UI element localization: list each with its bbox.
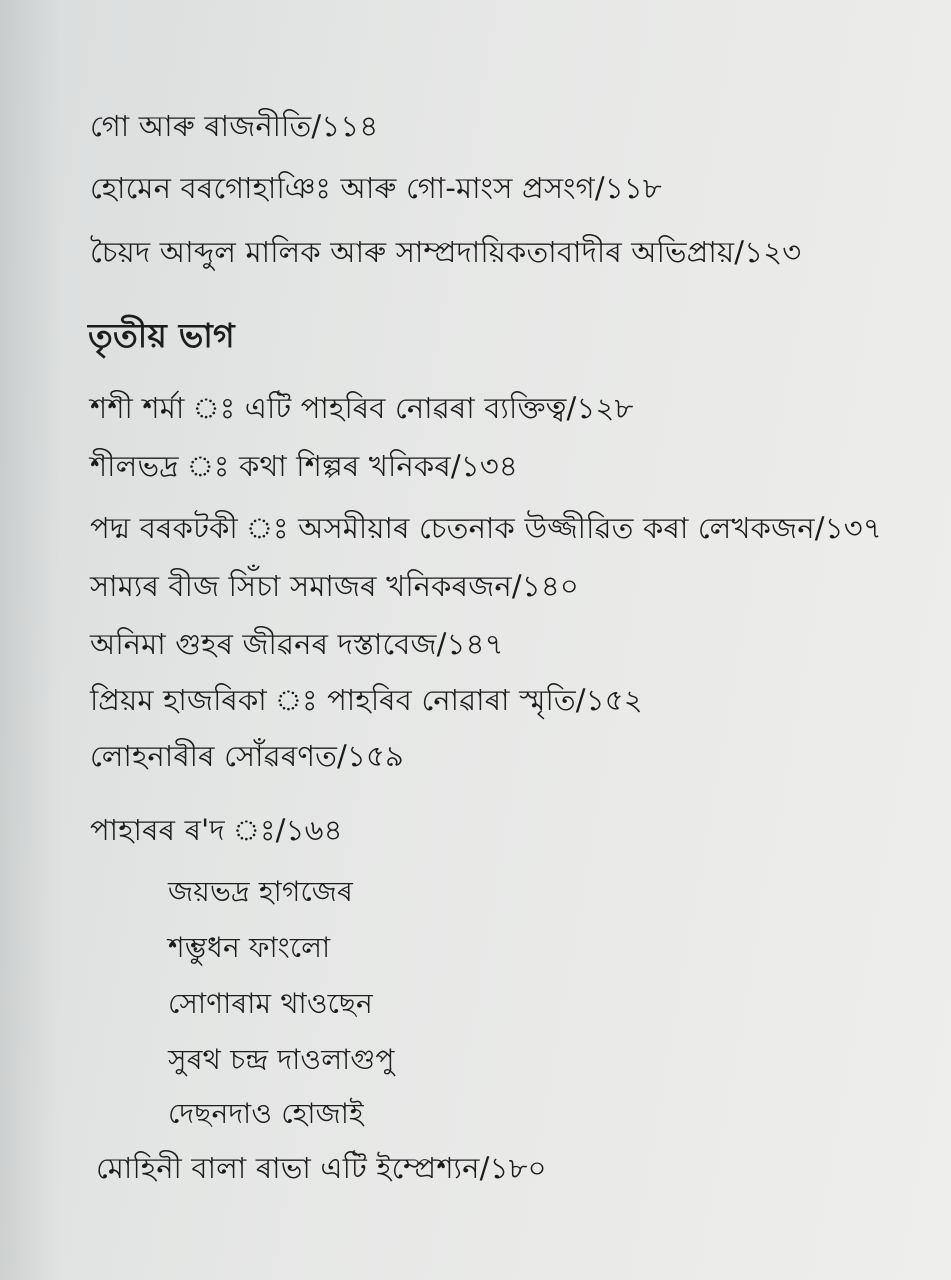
toc-entry: গো আৰু ৰাজনীতি/১১৪ <box>90 109 379 143</box>
toc-subentry: জয়ভদ্ৰ হাগজেৰ <box>168 875 353 908</box>
toc-entry: সাম্যৰ বীজ সিঁচা সমাজৰ খনিকৰজন/১৪০ <box>90 569 579 603</box>
toc-entry: লোহনাৰীৰ সোঁৱৰণত/১৫৯ <box>90 739 405 773</box>
toc-entry: পদ্ম বৰকটকী ঃ অসমীয়াৰ চেতনাক উজ্জীৱিত কৰা লেখকজন/১৩৭ <box>90 511 882 545</box>
toc-subentry: দেছনদাও হোজাই <box>168 1097 364 1130</box>
section-heading: তৃতীয় ভাগ <box>88 316 235 355</box>
toc-entry: প্ৰিয়ম হাজৰিকা ঃ পাহৰিব নোৱাৰা স্মৃতি/১৫২ <box>90 683 643 717</box>
toc-entry: চৈয়দ আব্দুল মালিক আৰু সাম্প্ৰদায়িকতাবাদীৰ অভিপ্ৰায়/১২৩ <box>90 235 802 269</box>
toc-subentry: সুৰথ চন্দ্ৰ দাওলাগুপু <box>168 1043 395 1076</box>
toc-entry: শীলভদ্ৰ ঃ কথা শিল্পৰ খনিকৰ/১৩৪ <box>90 449 518 483</box>
toc-entry: মোহিনী বালা ৰাভা এটি ইম্প্ৰেশ্যন/১৮০ <box>96 1151 547 1185</box>
page-gutter-shadow <box>0 0 60 1280</box>
toc-entry: পাহাৰৰ ৰ'দ ঃ/১৬৪ <box>90 813 343 847</box>
toc-entry: অনিমা গুহৰ জীৱনৰ দস্তাবেজ/১৪৭ <box>90 627 504 661</box>
toc-entry: হোমেন বৰগোহাঞিঃ আৰু গো-মাংস প্ৰসংগ/১১৮ <box>90 171 662 205</box>
toc-subentry: সোণাৰাম থাওছেন <box>168 987 373 1020</box>
toc-subentry: শম্ভুধন ফাংলো <box>168 931 331 964</box>
toc-entry: শশী শৰ্মা ঃ এটি পাহৰিব নোৱৰা ব্যক্তিত্ব/১২৮ <box>90 391 634 425</box>
